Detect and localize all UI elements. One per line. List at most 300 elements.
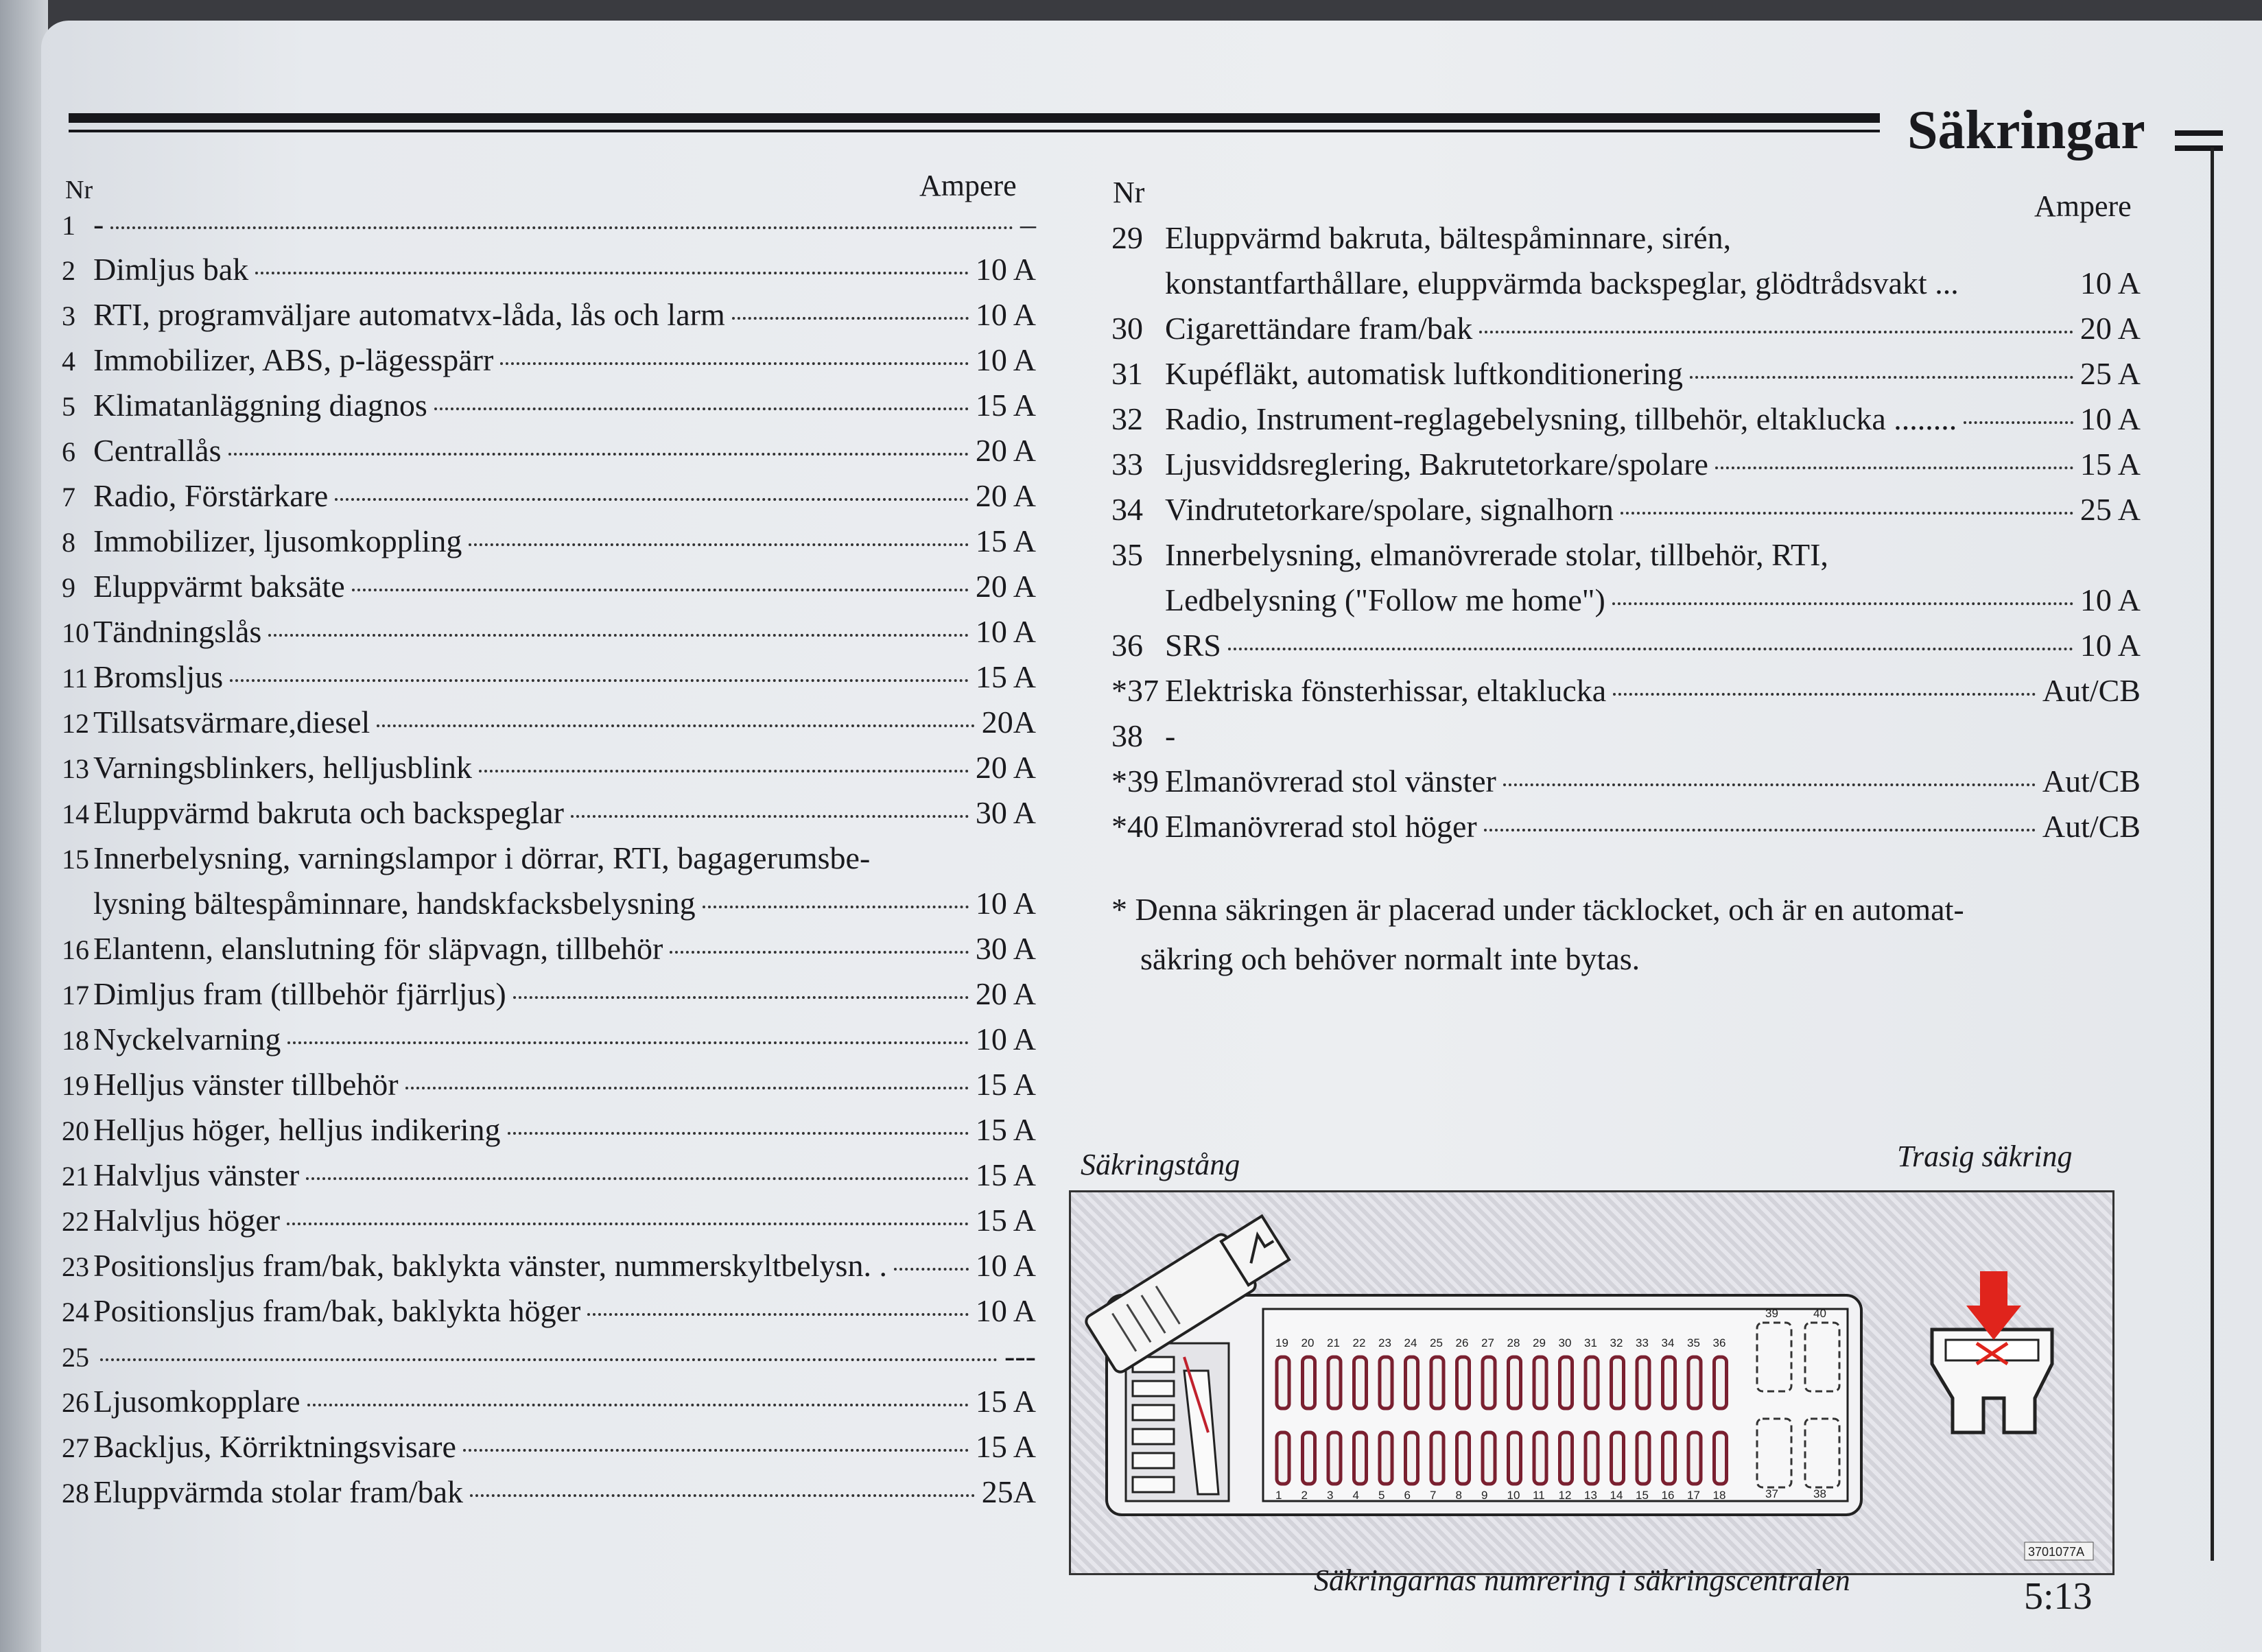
fuse-slot-number: 29: [1533, 1336, 1546, 1349]
fuse-ampere: 10 A: [975, 252, 1036, 287]
fuse-number: *40: [1111, 809, 1159, 844]
fuse-number: 33: [1111, 447, 1143, 482]
fuse-label: Nyckelvarning: [93, 1022, 281, 1057]
fuse-ampere: 15 A: [975, 388, 1036, 423]
leader-dots: [1479, 331, 2073, 333]
fuse-ampere: Aut/CB: [2042, 673, 2141, 708]
fuse-slot-number: 4: [1352, 1489, 1359, 1502]
fuse-ampere: 15 A: [975, 1157, 1036, 1192]
fuse-row: [62, 1066, 1036, 1111]
fuse-row: [62, 613, 1036, 659]
fuse-ampere: 10 A: [975, 297, 1036, 332]
leader-dots: [587, 1313, 968, 1316]
fuse-number: 13: [62, 753, 89, 784]
fuse-slot: [1715, 1432, 1727, 1484]
leader-dots: [268, 634, 969, 637]
fuse-label: Positionsljus fram/bak, baklykta vänster, nummerskyltbelysn. .: [93, 1248, 887, 1283]
title-mark: [2175, 145, 2223, 151]
fuse-ampere: 20 A: [975, 569, 1036, 604]
fuse-slot: [1277, 1357, 1289, 1408]
fuse-ampere: 15 A: [975, 1384, 1036, 1419]
diagram-label-tongs: Säkringstång: [1081, 1148, 1240, 1181]
fuse-label: Ledbelysning ("Follow me home"): [1165, 582, 1605, 617]
fuse-slot-number: 11: [1533, 1489, 1545, 1502]
fuse-slot: [1688, 1357, 1701, 1408]
fuse-number: 6: [62, 436, 75, 467]
fuse-number: 19: [62, 1070, 89, 1101]
fuse-box-diagram: [1069, 1190, 2114, 1575]
fuse-row: [1111, 627, 2141, 672]
fuse-label: konstantfarthållare, eluppvärmda backspeglar, glödtrådsvakt ...: [1165, 266, 1959, 300]
fuse-slot: [1534, 1432, 1546, 1484]
fuse-slot: [1328, 1432, 1341, 1484]
fuse-slot-number: 20: [1301, 1336, 1315, 1349]
fuse-label: RTI, programväljare automatvx-låda, lås och larm: [93, 297, 725, 332]
fuse-label: Dimljus bak: [93, 252, 249, 287]
leader-dots: [571, 815, 969, 818]
fuse-number: 9: [62, 572, 75, 603]
relay-slot-number: 37: [1765, 1487, 1778, 1500]
fuse-row: [62, 704, 1036, 749]
fuse-row: [62, 1338, 1036, 1383]
fuse-label: Elektriska fönsterhissar, eltaklucka: [1165, 673, 1607, 708]
leader-dots: [228, 453, 969, 456]
fuse-slot: [1586, 1357, 1598, 1408]
fuse-slot: [1431, 1357, 1444, 1408]
fuse-number: 8: [62, 527, 75, 558]
fuse-slot-number: 3: [1327, 1489, 1334, 1502]
leader-dots: [335, 498, 968, 501]
fuse-row: [62, 1111, 1036, 1157]
fuse-slot-number: 16: [1661, 1489, 1675, 1502]
fuse-label: Vindrutetorkare/spolare, signalhorn: [1165, 492, 1614, 527]
fuse-slot: [1560, 1357, 1572, 1408]
fuse-row: [1111, 808, 2141, 853]
fuse-label: Eluppvärmd bakruta, bältespåminnare, sirén,: [1165, 220, 1732, 255]
fuse-number: 10: [62, 617, 89, 648]
fuse-label: Helljus höger, helljus indikering: [93, 1112, 501, 1147]
fuse-slot-number: 2: [1301, 1489, 1308, 1502]
fuse-slot: [1612, 1357, 1624, 1408]
fuse-row: [1111, 355, 2141, 401]
fuse-label: Immobilizer, ABS, p-lägesspärr: [93, 342, 494, 377]
fuse-label: Halvljus höger: [93, 1203, 281, 1238]
broken-fuse-icon: [1932, 1330, 2052, 1432]
leader-dots: [306, 1177, 969, 1180]
fuse-slot-number: 8: [1455, 1489, 1462, 1502]
fuse-ampere: 15 A: [975, 659, 1036, 694]
fuse-row: [1111, 491, 2141, 536]
fuse-row: [1111, 310, 2141, 355]
fuse-slot-number: 7: [1430, 1489, 1437, 1502]
fuse-slot: [1303, 1432, 1315, 1484]
fuse-slot-number: 36: [1712, 1336, 1726, 1349]
fuse-slot-number: 12: [1558, 1489, 1572, 1502]
fuse-number: 35: [1111, 537, 1143, 572]
fuse-number: 29: [1111, 220, 1143, 255]
fuse-ampere: 15 A: [975, 1203, 1036, 1238]
fuse-slot-number: 34: [1661, 1336, 1675, 1349]
fuse-slot-number: 9: [1481, 1489, 1488, 1502]
leader-dots: [1613, 693, 2036, 696]
fuse-row: [62, 432, 1036, 477]
fuse-slot-number: 15: [1636, 1489, 1649, 1502]
leader-dots: [732, 317, 969, 320]
leader-dots: [1690, 376, 2073, 379]
diagram-label-broken-fuse: Trasig säkring: [1897, 1140, 2073, 1173]
fuse-label: Backljus, Körriktningsvisare: [93, 1429, 456, 1464]
fuse-ampere: 10 A: [2080, 582, 2141, 617]
leader-dots: [255, 272, 969, 274]
fuse-slot: [1406, 1357, 1418, 1408]
fuse-number: 27: [62, 1432, 89, 1463]
leader-dots: [100, 1358, 998, 1361]
fuse-slot: [1586, 1432, 1598, 1484]
fuse-ampere: 10 A: [975, 886, 1036, 921]
fuse-box-svg: [1071, 1192, 2112, 1573]
fuse-row: [1111, 446, 2141, 491]
fuse-row: [1111, 718, 2141, 763]
fuse-number: 2: [62, 255, 75, 286]
fuse-ampere: ---: [1004, 1338, 1036, 1373]
fuse-ampere: 15 A: [975, 523, 1036, 558]
fuse-slot-number: 10: [1507, 1489, 1520, 1502]
leader-dots: [703, 906, 969, 908]
fuse-label: Elmanövrerad stol höger: [1165, 809, 1477, 844]
fuse-ampere: 10 A: [975, 614, 1036, 649]
leader-dots: [110, 226, 1013, 229]
leader-dots: [508, 1132, 969, 1135]
fuse-ampere: 15 A: [975, 1067, 1036, 1102]
fuse-label: Ljusviddsreglering, Bakrutetorkare/spolare: [1165, 447, 1708, 482]
fuse-label: Cigarettändare fram/bak: [1165, 311, 1473, 346]
fuse-slot: [1688, 1432, 1701, 1484]
fuse-number: 7: [62, 482, 75, 512]
right-header-nr: Nr: [1113, 176, 1145, 209]
fuse-number: 3: [62, 300, 75, 331]
fuse-row: [62, 930, 1036, 976]
leader-dots: [1484, 829, 2036, 831]
header-rule: [69, 113, 1880, 123]
page-title: Säkringar: [1907, 100, 2145, 161]
fuse-row: [62, 1474, 1036, 1519]
left-header-nr: Nr: [65, 176, 93, 204]
leader-dots: [513, 996, 969, 999]
leader-dots: [1964, 421, 2073, 424]
fuse-number: 26: [62, 1387, 89, 1418]
fuse-label: Innerbelysning, varningslampor i dörrar, RTI, bagagerumsbe-: [93, 840, 871, 875]
leader-dots: [377, 724, 974, 727]
fuse-ampere: 10 A: [975, 342, 1036, 377]
relay-slot-number: 40: [1813, 1307, 1826, 1320]
fuse-row: [62, 1383, 1036, 1428]
fuse-slot: [1431, 1432, 1444, 1484]
fuse-ampere: 25 A: [2080, 356, 2141, 391]
fuse-row: [62, 659, 1036, 704]
fuse-number: 32: [1111, 401, 1143, 436]
fuse-slot-number: 32: [1610, 1336, 1623, 1349]
fuse-slot-number: 5: [1378, 1489, 1385, 1502]
leader-dots: [287, 1041, 968, 1044]
fuse-ampere: 10 A: [975, 1022, 1036, 1057]
fuse-number: 4: [62, 346, 75, 377]
right-header-ampere: Ampere: [2034, 189, 2132, 223]
fuse-label: Helljus vänster tillbehör: [93, 1067, 399, 1102]
fuse-number: 20: [62, 1116, 89, 1146]
fuse-slot-number: 19: [1275, 1336, 1288, 1349]
relay-slot-number: 39: [1765, 1307, 1778, 1320]
fuse-slot-number: 14: [1610, 1489, 1623, 1502]
fuse-slot-number: 28: [1507, 1336, 1520, 1349]
fuse-label: Tillsatsvärmare,diesel: [93, 705, 370, 740]
leader-dots: [230, 679, 969, 682]
fuse-number: 11: [62, 663, 89, 694]
fuse-slot: [1354, 1432, 1367, 1484]
fuse-row: [62, 523, 1036, 568]
fuse-number: 34: [1111, 492, 1143, 527]
fuse-label: Ljusomkopplare: [93, 1384, 301, 1419]
leader-dots: [500, 362, 969, 365]
fuse-slot: [1406, 1432, 1418, 1484]
fuse-label: Eluppvärmd bakruta och backspeglar: [93, 795, 564, 830]
leader-dots: [1621, 512, 2073, 515]
fuse-slot-number: 22: [1352, 1336, 1366, 1349]
fuse-slot: [1534, 1357, 1546, 1408]
fuse-slot: [1380, 1432, 1392, 1484]
fuse-slot-number: 21: [1327, 1336, 1340, 1349]
leader-dots: [670, 951, 968, 954]
fuse-slot-number: 6: [1404, 1489, 1411, 1502]
fuse-label: Elantenn, elanslutning för släpvagn, tillbehör: [93, 931, 663, 966]
fuse-row-continued: [62, 885, 1036, 930]
fuse-label: Kupéfläkt, automatisk luftkonditionering: [1165, 356, 1684, 391]
fuse-number: 30: [1111, 311, 1143, 346]
fuse-slot: [1509, 1357, 1521, 1408]
fuse-number: *37: [1111, 673, 1159, 708]
fuse-number: 18: [62, 1025, 89, 1056]
fuse-slot-number: 31: [1584, 1336, 1597, 1349]
fuse-row: [62, 296, 1036, 342]
fuse-slot: [1328, 1357, 1341, 1408]
fuse-slot: [1277, 1432, 1289, 1484]
fuse-number: 38: [1111, 718, 1143, 753]
title-mark: [2175, 130, 2223, 136]
fuse-row: [62, 387, 1036, 432]
relay-slot-number: 38: [1813, 1487, 1826, 1500]
fuse-row: [62, 1157, 1036, 1202]
fuse-slot: [1354, 1357, 1367, 1408]
fuse-label: Dimljus fram (tillbehör fjärrljus): [93, 976, 506, 1011]
fuse-slot: [1663, 1432, 1675, 1484]
fuse-ampere: 30 A: [975, 795, 1036, 830]
fuse-number: 23: [62, 1251, 89, 1282]
leader-dots: [1228, 648, 2073, 650]
fuse-slot: [1483, 1432, 1495, 1484]
leader-dots: [463, 1449, 969, 1452]
fuse-label: Halvljus vänster: [93, 1157, 300, 1192]
fuse-number: 16: [62, 934, 89, 965]
fuse-row: [62, 1202, 1036, 1247]
fuse-label: Tändningslås: [93, 614, 262, 649]
leader-dots: [1715, 467, 2073, 469]
fuse-ampere: –: [1020, 206, 1036, 241]
footnote-line: * Denna säkringen är placerad under täcklocket, och är en automat-: [1111, 892, 1964, 927]
margin-rule: [2211, 148, 2214, 1561]
fuse-label: Bromsljus: [93, 659, 224, 694]
fuse-number: 25: [62, 1342, 89, 1373]
fuse-label: Immobilizer, ljusomkoppling: [93, 523, 462, 558]
fuse-slot: [1715, 1357, 1727, 1408]
fuse-number: 12: [62, 708, 89, 739]
fuse-slot-number: 33: [1636, 1336, 1649, 1349]
fuse-ampere: 25A: [981, 1474, 1036, 1509]
fuse-panel: [1263, 1309, 1848, 1501]
fuse-number: 5: [62, 391, 75, 422]
fuse-row: [1111, 401, 2141, 446]
fuse-slot: [1663, 1357, 1675, 1408]
fuse-label: Varningsblinkers, helljusblink: [93, 750, 472, 785]
fuse-slot-number: 30: [1558, 1336, 1572, 1349]
fuse-ampere: 20 A: [975, 478, 1036, 513]
fuse-slot: [1380, 1357, 1392, 1408]
fuse-number: 1: [62, 210, 75, 241]
fuse-slot-number: 35: [1687, 1336, 1700, 1349]
fuse-slot: [1483, 1357, 1495, 1408]
fuse-ampere: 15 A: [975, 1429, 1036, 1464]
fuse-number: 24: [62, 1297, 89, 1328]
left-fuse-list: [62, 206, 1036, 1519]
leader-dots: [405, 1087, 969, 1089]
footnote-line: säkring och behöver normalt inte bytas.: [1140, 941, 1640, 976]
leader-dots: [1503, 783, 2036, 786]
fuse-label: Klimatanläggning diagnos: [93, 388, 427, 423]
fuse-slot-number: 26: [1455, 1336, 1469, 1349]
fuse-number: 31: [1111, 356, 1143, 391]
footnote: [1111, 885, 2141, 984]
leader-dots: [469, 543, 968, 546]
fuse-number: 15: [62, 844, 89, 875]
fuse-slot: [1637, 1432, 1649, 1484]
fuse-row: [62, 568, 1036, 613]
fuse-ampere: Aut/CB: [2042, 809, 2141, 844]
fuse-label: Radio, Instrument-reglagebelysning, tillbehör, eltaklucka ........: [1165, 401, 1957, 436]
fuse-ampere: 15 A: [2080, 447, 2141, 482]
fuse-label: Centrallås: [93, 433, 222, 468]
fuse-number: 22: [62, 1206, 89, 1237]
fuse-row: [62, 749, 1036, 794]
fuse-row: [62, 477, 1036, 523]
fuse-slot: [1560, 1432, 1572, 1484]
fuse-slot: [1457, 1357, 1470, 1408]
fuse-slot-number: 24: [1404, 1336, 1417, 1349]
fuse-row: [62, 976, 1036, 1021]
diagram-caption: Säkringarnas numrering i säkringscentralen: [1314, 1564, 1850, 1597]
fuse-row: [1111, 220, 2141, 265]
fuse-ampere: 10 A: [975, 1293, 1036, 1328]
leader-dots: [894, 1268, 969, 1271]
fuse-slot: [1637, 1357, 1649, 1408]
fuse-row: [62, 1428, 1036, 1474]
fuse-slot: [1457, 1432, 1470, 1484]
diagram-code: 3701077A: [2028, 1545, 2085, 1559]
fuse-label: Innerbelysning, elmanövrerade stolar, tillbehör, RTI,: [1165, 537, 1828, 572]
fuse-label: lysning bältespåminnare, handskfacksbelysning: [93, 886, 696, 921]
fuse-row: [1111, 763, 2141, 808]
fuse-slot-number: 27: [1481, 1336, 1494, 1349]
fuse-slot-number: 17: [1687, 1489, 1700, 1502]
fuse-row: [62, 206, 1036, 251]
leader-dots: [1612, 602, 2073, 605]
fuse-slot-number: 13: [1584, 1489, 1597, 1502]
fuse-ampere: 10 A: [2080, 266, 2141, 300]
leader-dots: [307, 1404, 969, 1406]
fuse-slot: [1509, 1432, 1521, 1484]
fuse-label: Eluppvärmda stolar fram/bak: [93, 1474, 464, 1509]
fuse-ampere: 20 A: [975, 433, 1036, 468]
fuse-number: 21: [62, 1161, 89, 1192]
fuse-ampere: 20 A: [975, 976, 1036, 1011]
fuse-label: -: [93, 206, 104, 241]
fuse-ampere: 20 A: [975, 750, 1036, 785]
fuse-slot: [1612, 1432, 1624, 1484]
fuse-row: [62, 1021, 1036, 1066]
fuse-row-continued: [1111, 265, 2141, 310]
fuse-slot-number: 23: [1378, 1336, 1391, 1349]
fuse-ampere: 25 A: [2080, 492, 2141, 527]
fuse-label: Elmanövrerad stol vänster: [1165, 764, 1496, 799]
fuse-label: Eluppvärmt baksäte: [93, 569, 345, 604]
fuse-label: -: [1165, 718, 1176, 753]
fuse-ampere: 10 A: [2080, 628, 2141, 663]
fuse-row: [62, 840, 1036, 885]
fuse-row: [62, 342, 1036, 387]
fuse-row-continued: [1111, 582, 2141, 627]
fuse-number: 28: [62, 1478, 89, 1509]
leader-dots: [287, 1223, 969, 1225]
fuse-slot: [1303, 1357, 1315, 1408]
fuse-row: [1111, 672, 2141, 718]
fuse-row: [62, 794, 1036, 840]
fuse-number: 17: [62, 980, 89, 1011]
fuse-ampere: 15 A: [975, 1112, 1036, 1147]
leader-dots: [470, 1494, 975, 1497]
right-fuse-list: [1111, 220, 2141, 853]
fuse-label: Radio, Förstärkare: [93, 478, 329, 513]
fuse-ampere: Aut/CB: [2042, 764, 2141, 799]
fuse-label: SRS: [1165, 628, 1221, 663]
fuse-ampere: 20A: [981, 705, 1036, 740]
fuse-row: [62, 251, 1036, 296]
fuse-ampere: 30 A: [975, 931, 1036, 966]
leader-dots: [352, 589, 969, 591]
fuse-number: 14: [62, 799, 89, 829]
fuse-slot-number: 18: [1712, 1489, 1726, 1502]
left-header-ampere: Ampere: [919, 169, 1017, 202]
fuse-number: 36: [1111, 628, 1143, 663]
fuse-slot-number: 1: [1275, 1489, 1282, 1502]
fuse-label: Positionsljus fram/bak, baklykta höger: [93, 1293, 581, 1328]
fuse-ampere: 20 A: [2080, 311, 2141, 346]
fuse-slot-number: 25: [1430, 1336, 1443, 1349]
leader-dots: [479, 770, 969, 772]
fuse-row: [62, 1247, 1036, 1293]
fuse-ampere: 10 A: [975, 1248, 1036, 1283]
fuse-row: [1111, 536, 2141, 582]
leader-dots: [434, 408, 969, 410]
fuse-ampere: 10 A: [2080, 401, 2141, 436]
header-rule-thin: [69, 130, 1880, 132]
fuse-number: *39: [1111, 764, 1159, 799]
